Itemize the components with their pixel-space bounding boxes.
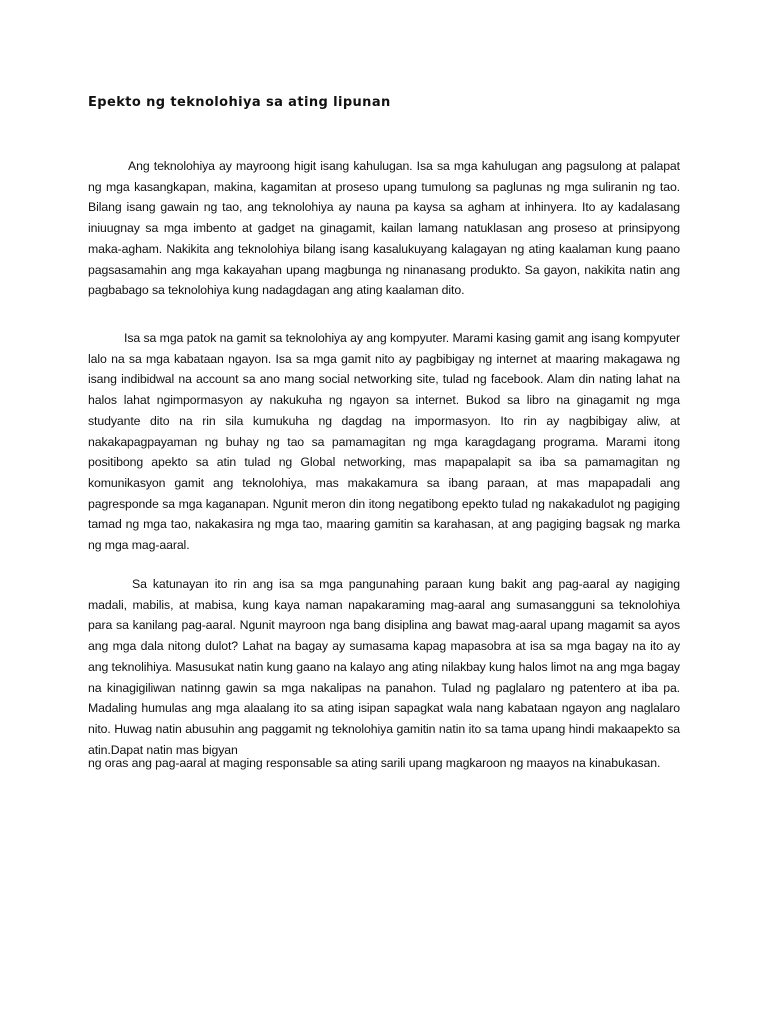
paragraph-4: ng oras ang pag-aaral at maging responsable sa ating sarili upang magkaroon ng maayos na kinabukasan.: [88, 756, 661, 770]
paragraph-1: Ang teknolohiya ay mayroong higit isang kahulugan. Isa sa mga kahulugan ang pagsulong at palapat ng mga kasangkapan, makina, kagamitan at proseso upang tumulong sa paglunas ng mga suliranin ng tao. Bilang isang gawain ng tao, ang teknolohiya ay nauna pa kaysa sa agham at inhinyera. Ito ay kadalasang iniuugnay sa mga imbento at gadget na ginagamit, kailan lamang natuklasan ang proseso at prinsipyong maka-agham. Nakikita ang teknolohiya bilang isang kasalukuyang kalagayan ng ating kaalaman kung paano pagsasamahin ang mga kakayahan upang magbunga ng ninanasang produkto. Sa gayon, nakikita natin ang pagbabago sa teknolohiya kung nadagdagan ang ating kaalaman dito.: [88, 159, 680, 298]
document-title: Epekto ng teknolohiya sa ating lipunan: [88, 95, 391, 110]
paragraph-3: Sa katunayan ito rin ang isa sa mga pangunahing paraan kung bakit ang pag-aaral ay nagiging madali, mabilis, at mabisa, kung kaya naman napakaraming mag-aaral ang sumasangguni sa teknolohiya para sa kanilang pag-aaral. Ngunit mayroon nga bang disiplina ang bawat mag-aaral upang magamit sa ayos ang mga dala nitong dulot? Lahat na bagay ay sumasama kapag mapasobra at isa sa mga bagay na ito ay ang teknolihiya. Masusukat natin kung gaano na kalayo ang ating nilakbay kung halos limot na ang mga bagay na kinagigiliwan natinng gawin sa mga nakalipas na panahon. Tulad ng paglalaro ng patentero at iba pa. Madaling humulas ang mga alaalang ito sa ating isipan sapagkat wala nang kabataan ngayon ang naglalaro nito. Huwag natin abusuhin ang paggamit ng teknolohiya gamitin natin ito sa tama upang hindi makaapekto sa atin.Dapat natin mas bigyan: [88, 577, 680, 757]
paragraph-2: Isa sa mga patok na gamit sa teknolohiya ay ang kompyuter. Marami kasing gamit ang isang kompyuter lalo na sa mga kabataan ngayon. Isa sa mga gamit nito ay pagbibigay ng internet at maaring makagawa ng isang indibidwal na account sa ano mang social networking site, tulad ng facebook. Alam din nating lahat na halos lahat ngimpormasyon ay nakukuha ng ngayon sa internet. Bukod sa libro na ginagamit ng mga studyante dito na rin sila kumukuha ng dagdag na impormasyon. Ito rin ay nagbibigay aliw, at nakakapagpayaman ng buhay ng tao sa pamamagitan ng mga karagdagang programa. Marami itong positibong apekto sa atin tulad ng Global networking, mas mapapalapit sa iba sa pamamagitan ng komunikasyon gamit ang teknolohiya, mas makakamura sa ibang paraan, at mas mapapadali ang pagresponde sa mga kaganapan. Ngunit meron din itong negatibong epekto tulad ng nakakadulot ng pagiging tamad ng mga tao, nakakasira ng mga tao, maaring gamitin sa karahasan, at ang pagiging bagsak ng marka ng mga mag-aaral.: [88, 331, 680, 553]
